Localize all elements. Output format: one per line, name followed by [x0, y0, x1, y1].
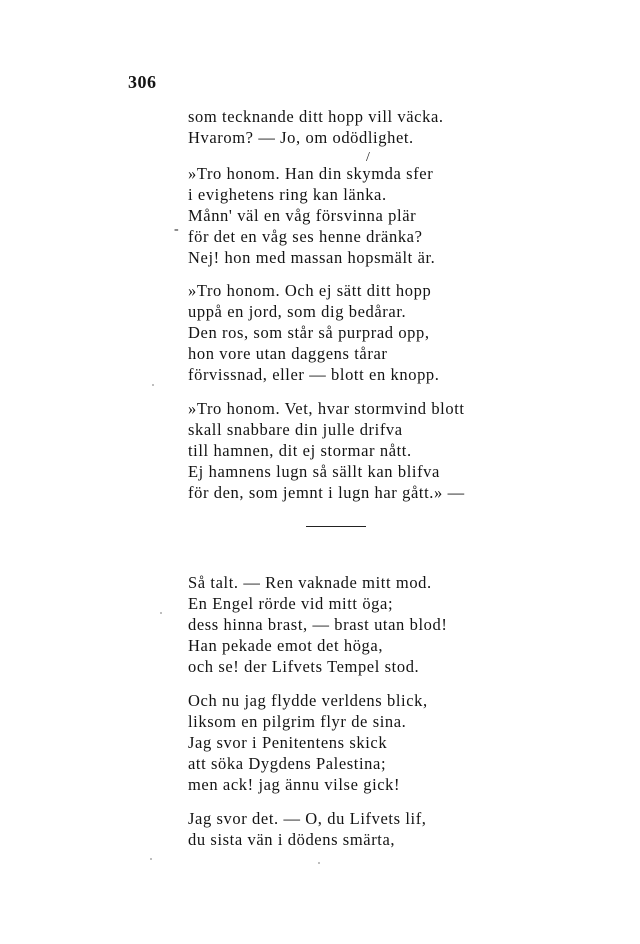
- verse-line: dess hinna brast, — brast utan blod!: [188, 615, 448, 634]
- verse-line: Nej! hon med massan hopsmält är.: [188, 248, 436, 267]
- verse-line: till hamnen, dit ej stormar nått.: [188, 441, 412, 460]
- stanza-7: [188, 808, 427, 850]
- stanza-4: [188, 398, 465, 503]
- verse-line: Han pekade emot det höga,: [188, 636, 384, 655]
- verse-line: Och nu jag flydde verldens blick,: [188, 691, 428, 710]
- stanza-3: [188, 280, 440, 385]
- verse-line: uppå en jord, som dig bedårar.: [188, 302, 407, 321]
- paper-speck: [318, 862, 320, 864]
- verse-line: i evighetens ring kan länka.: [188, 185, 387, 204]
- verse-line: Jag svor det. — O, du Lifvets lif,: [188, 809, 427, 828]
- margin-mark: /: [366, 150, 370, 165]
- verse-line: Hvarom? — Jo, om odödlighet.: [188, 128, 414, 147]
- paper-speck: [152, 384, 154, 386]
- margin-mark: -: [174, 222, 179, 237]
- verse-line: liksom en pilgrim flyr de sina.: [188, 712, 407, 731]
- verse-line: hon vore utan daggens tårar: [188, 344, 388, 363]
- verse-line: skall snabbare din julle drifva: [188, 420, 403, 439]
- stanza-6: [188, 690, 428, 795]
- stanza-1: [188, 106, 444, 148]
- verse-line: Ej hamnens lugn så sällt kan blifva: [188, 462, 440, 481]
- verse-line: för den, som jemnt i lugn har gått.» —: [188, 483, 465, 502]
- paper-speck: [150, 858, 152, 860]
- stanza-2: [188, 163, 435, 268]
- verse-line: Månn' väl en våg försvinna plär: [188, 206, 417, 225]
- verse-line: En Engel rörde vid mitt öga;: [188, 594, 394, 613]
- verse-line: »Tro honom. Han din skymda sfer: [188, 164, 434, 183]
- verse-line: Så talt. — Ren vaknade mitt mod.: [188, 573, 432, 592]
- section-divider: [306, 526, 366, 527]
- verse-line: »Tro honom. Vet, hvar stormvind blott: [188, 399, 465, 418]
- page-number: 306: [128, 72, 157, 92]
- verse-line: Den ros, som står så purprad opp,: [188, 323, 430, 342]
- verse-line: »Tro honom. Och ej sätt ditt hopp: [188, 281, 432, 300]
- stanza-5: [188, 572, 447, 677]
- verse-line: som tecknande ditt hopp vill väcka.: [188, 107, 444, 126]
- paper-speck: [160, 612, 162, 614]
- verse-line: Jag svor i Penitentens skick: [188, 733, 388, 752]
- verse-line: förvissnad, eller — blott en knopp.: [188, 365, 440, 384]
- verse-line: du sista vän i dödens smärta,: [188, 830, 396, 849]
- verse-line: att söka Dygdens Palestina;: [188, 754, 387, 773]
- verse-line: för det en våg ses henne dränka?: [188, 227, 423, 246]
- verse-line: och se! der Lifvets Tempel stod.: [188, 657, 420, 676]
- verse-line: men ack! jag ännu vilse gick!: [188, 775, 401, 794]
